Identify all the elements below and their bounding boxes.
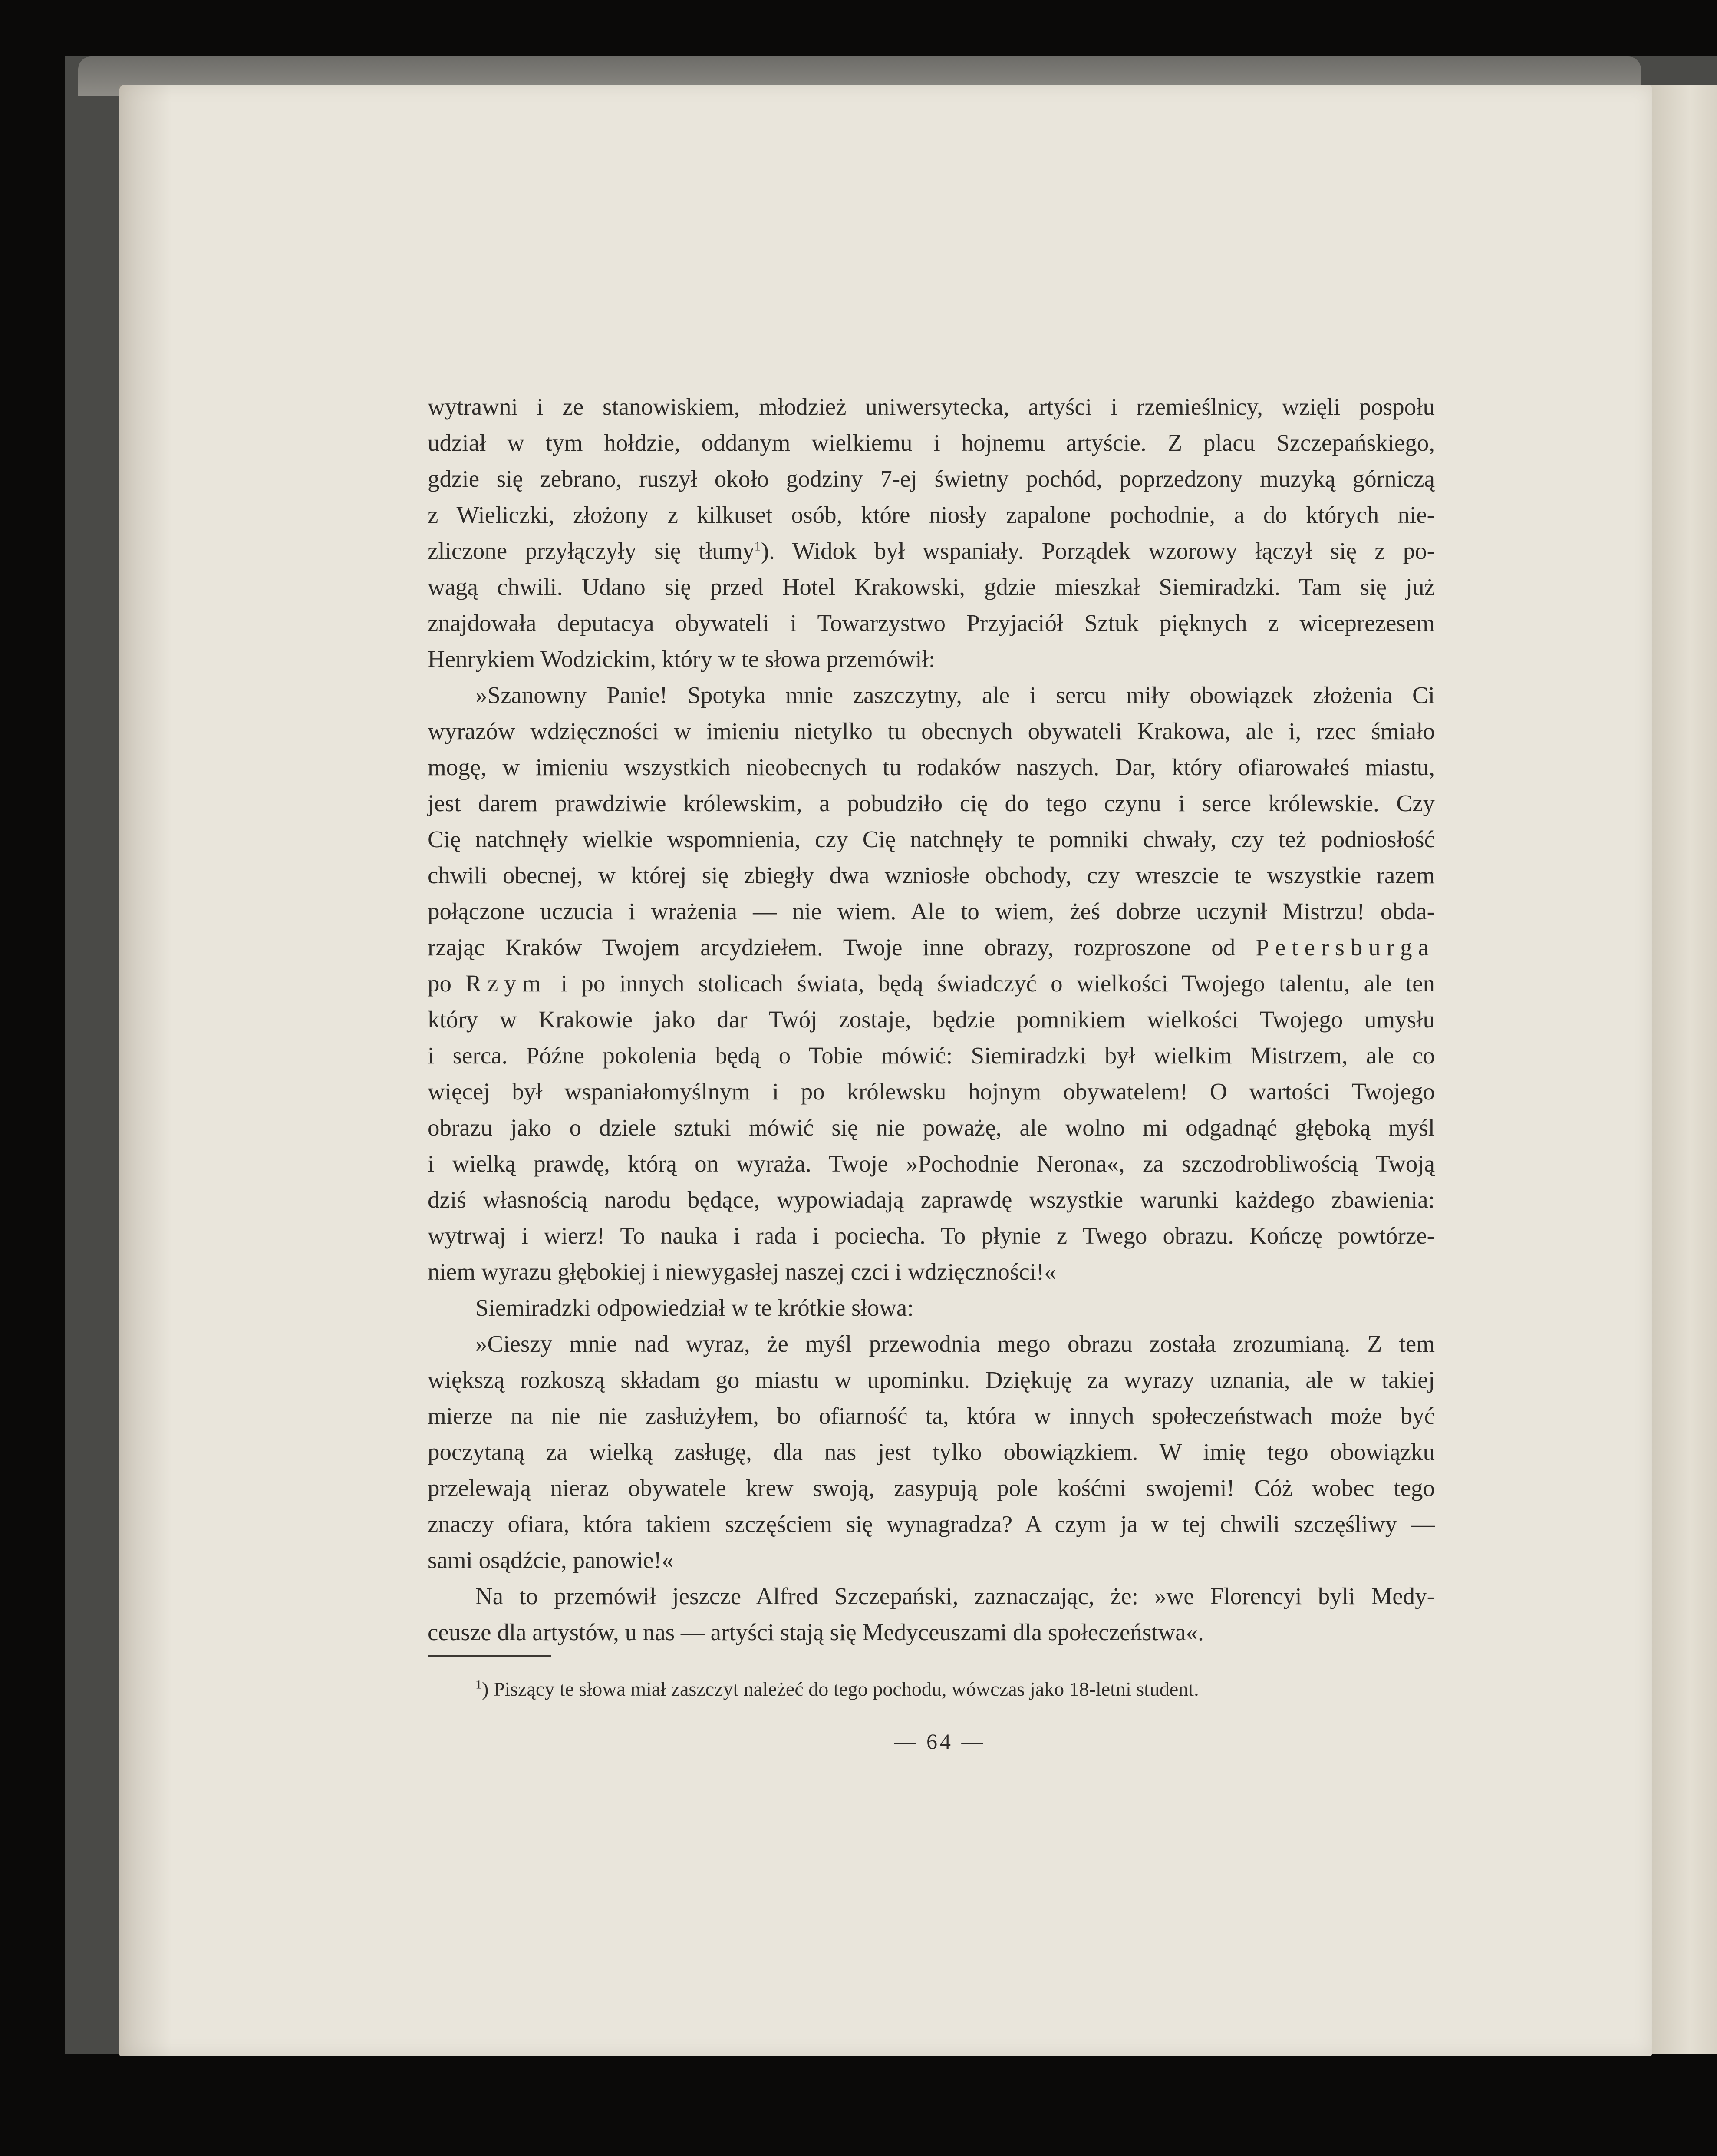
text-segment: ). Widok był wspaniały. Porządek wzorowy łączył się z po-: [761, 538, 1435, 564]
text-segment: po: [428, 970, 451, 997]
text-line: »Cieszy mnie nad wyraz, że myśl przewodnia mego obrazu została zrozumianą. Z tem: [475, 1331, 1435, 1357]
text-segment: zliczone przyłączyły się tłumy: [428, 538, 755, 564]
text-line: wytrwaj i wierz! To nauka i rada i pociecha. To płynie z Twego obrazu. Kończę powtórze-: [428, 1222, 1435, 1249]
text-line: Na to przemówił jeszcze Alfred Szczepański, zaznaczając, że: »we Florencyi byli Medy-: [475, 1583, 1435, 1609]
text-line: i serca. Późne pokolenia będą o Tobie mówić: Siemiradzki był wielkim Mistrzem, ale co: [428, 1042, 1435, 1069]
text-line: wyrazów wdzięczności w imieniu nietylko tu obecnych obywateli Krakowa, ale i, rzec śmiało: [428, 718, 1435, 744]
footnote-marker: 1: [475, 1677, 482, 1692]
text-line: Cię natchnęły wielkie wspomnienia, czy Cię natchnęły te pomniki chwały, czy też podniosłość: [428, 826, 1435, 852]
spaced-word: Petersburga: [1256, 934, 1435, 961]
text-line: »Szanowny Panie! Spotyka mnie zaszczytny, ale i sercu miły obowiązek złożenia Ci: [475, 682, 1435, 708]
text-line: Siemiradzki odpowiedział w te krótkie słowa:: [475, 1294, 914, 1321]
spaced-word: Rzym: [465, 970, 547, 997]
text-line: znaczy ofiara, która takiem szczęściem się wynagradza? A czym ja w tej chwili szczęśliwy —: [428, 1511, 1435, 1537]
text-line: który w Krakowie jako dar Twój zostaje, będzie pomnikiem wielkości Twojego umysłu: [428, 1006, 1435, 1033]
text-line: więcej był wspaniałomyślnym i po królewsku hojnym obywatelem! O wartości Twojego: [428, 1078, 1435, 1105]
text-line: wytrawni i ze stanowiskiem, młodzież uniwersytecka, artyści i rzemieślnicy, wzięli pospołu: [428, 393, 1435, 420]
footnote-separator: [428, 1655, 551, 1657]
text-line: udział w tym hołdzie, oddanym wielkiemu i hojnemu artyście. Z placu Szczepańskiego,: [428, 429, 1435, 456]
text-line: znajdowała deputacya obywateli i Towarzystwo Przyjaciół Sztuk pięknych z wiceprezesem: [428, 610, 1435, 636]
footnote: [475, 1674, 1409, 1704]
text-line: sami osądźcie, panowie!«: [428, 1547, 674, 1573]
text-line: i wielką prawdę, którą on wyraża. Twoje »Pochodnie Nerona«, za szczodrobliwością Twoją: [428, 1150, 1435, 1177]
text-line: jest darem prawdziwie królewskim, a pobudziło cię do tego czynu i serce królewskie. Czy: [428, 790, 1435, 816]
text-line: [428, 533, 1435, 569]
text-line: z Wieliczki, złożony z kilkuset osób, które niosły zapalone pochodnie, a do których nie-: [428, 502, 1435, 528]
text-line: obrazu jako o dziele sztuki mówić się nie poważę, ale wolno mi odgadnąć głęboką myśl: [428, 1114, 1435, 1141]
footnote-text: ) Piszący te słowa miał zaszczyt należeć do tego pochodu, wówczas jako 18-letni student.: [482, 1678, 1199, 1700]
adjacent-page-edge: [1650, 85, 1717, 2054]
text-segment: rzając Kraków Twojem arcydziełem. Twoje inne obrazy, rozproszone od: [428, 934, 1236, 961]
text-line: przelewają nieraz obywatele krew swoją, zasypują pole kośćmi swojemi! Cóż wobec tego: [428, 1475, 1435, 1501]
text-line: wagą chwili. Udano się przed Hotel Krakowski, gdzie mieszkał Siemiradzki. Tam się już: [428, 574, 1435, 600]
text-line: większą rozkoszą składam go miastu w upominku. Dziękuję za wyrazy uznania, ale w takiej: [428, 1367, 1435, 1393]
text-line: ceusze dla artystów, u nas — artyści stają się Medyceuszami dla społeczeństwa«.: [428, 1619, 1204, 1645]
text-line: poczytaną za wielką zasługę, dla nas jest tylko obowiązkiem. W imię tego obowiązku: [428, 1439, 1435, 1465]
page-gutter-shadow: [119, 85, 171, 2056]
text-segment: i po innych stolicach świata, będą świadczyć o wielkości Twojego talentu, ale ten: [560, 970, 1435, 997]
text-line: Henrykiem Wodzickim, który w te słowa przemówił:: [428, 646, 936, 672]
text-line: mierze na nie nie zasłużyłem, bo ofiarność ta, która w innych społeczeństwach może być: [428, 1403, 1435, 1429]
footnote-marker: 1: [754, 539, 761, 554]
text-line: mogę, w imieniu wszystkich nieobecnych tu rodaków naszych. Dar, który ofiarowałeś miastu,: [428, 754, 1435, 780]
text-line: [428, 929, 1435, 965]
main-text: [428, 389, 1435, 1650]
text-line: połączone uczucia i wrażenia — nie wiem. Ale to wiem, żeś dobrze uczynił Mistrzu! obda-: [428, 898, 1435, 924]
text-line: [428, 965, 1435, 1001]
text-line: chwili obecnej, w której się zbiegły dwa wzniosłe obchody, czy wreszcie te wszystkie razem: [428, 862, 1435, 888]
page-number: — 64 —: [894, 1729, 986, 1753]
text-line: gdzie się zebrano, ruszył około godziny 7-ej świetny pochód, poprzedzony muzyką górniczą: [428, 466, 1435, 492]
text-line: dziś własnością narodu będące, wypowiadają zaprawdę wszystkie warunki każdego zbawienia:: [428, 1186, 1435, 1213]
text-line: niem wyrazu głębokiej i niewygasłej naszej czci i wdzięczności!«: [428, 1258, 1056, 1285]
